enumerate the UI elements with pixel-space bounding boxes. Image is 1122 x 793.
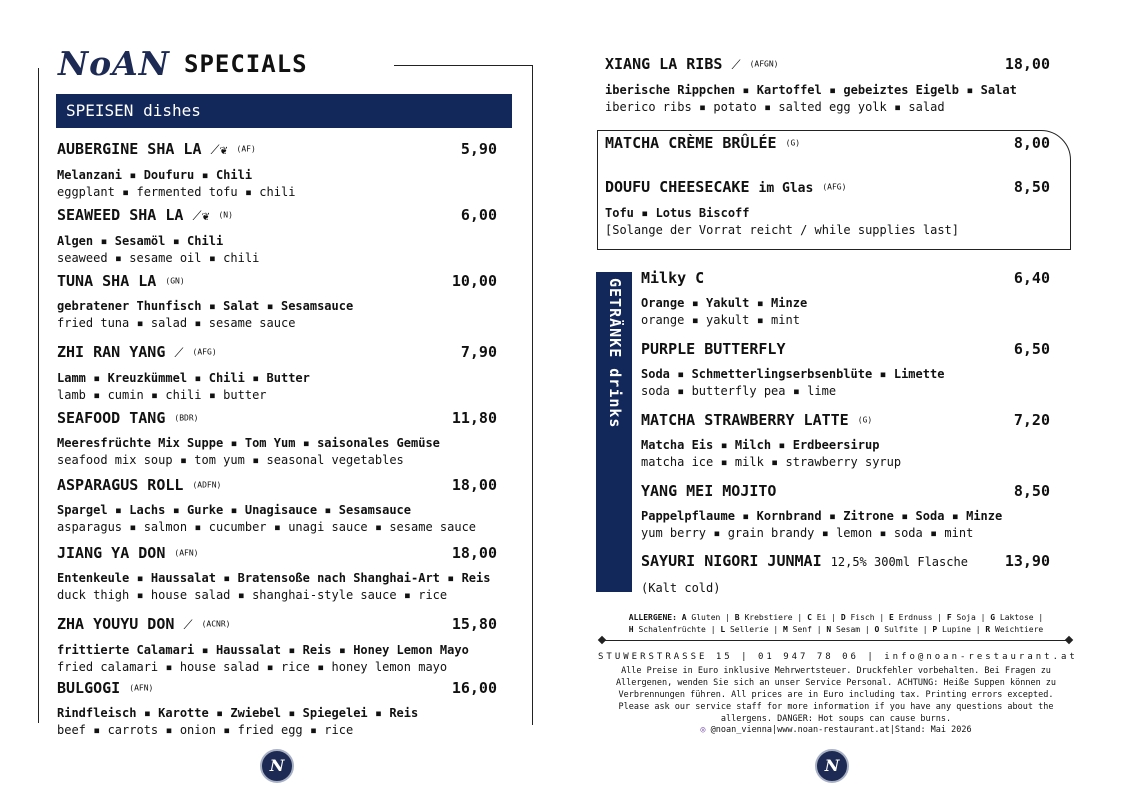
allergen-value: Lupine — [942, 625, 971, 634]
dessert-suffix: im Glas — [758, 181, 814, 196]
dish-name-row — [57, 271, 497, 292]
drink-description-en: orange ▪ yakult ▪ mint — [641, 312, 800, 327]
allergen-value: Schalenfrüchte — [638, 625, 706, 634]
allergen-codes: (AFGN) — [749, 59, 779, 69]
drink-price: 6,40 — [1013, 269, 1050, 287]
drink-description-en: matcha ice ▪ milk ▪ strawberry syrup — [641, 454, 902, 469]
allergen-value: Ei — [816, 613, 827, 622]
dish-name-row — [57, 408, 497, 429]
dish-price: 18,00 — [451, 476, 497, 494]
emblem-logo: N — [260, 749, 294, 783]
allergen-key: P — [932, 625, 938, 634]
dish-name-row — [57, 543, 497, 564]
allergen-value: Senf — [792, 625, 812, 634]
drink-description-en: yum berry ▪ grain brandy ▪ lemon ▪ soda ▪ mint — [641, 525, 974, 540]
frame-divider — [394, 65, 532, 66]
divider-diamond-icon — [1065, 636, 1073, 644]
dish-price: 15,80 — [451, 615, 497, 633]
dish-description-en: duck thigh ▪ house salad ▪ shanghai-style sauce ▪ rice — [57, 587, 448, 602]
dish-description-en: lamb ▪ cumin ▪ chili ▪ butter — [57, 388, 267, 402]
allergen-value: Erdnuss — [898, 613, 933, 622]
drink-name: YANG MEI MOJITO — [641, 482, 777, 500]
drink-description-de: Soda ▪ Schmetterlingserbsenblüte ▪ Limette — [641, 366, 945, 381]
allergen-codes: (AF) — [236, 144, 256, 154]
allergen-line: H Schalenfrüchte | L Sellerie | M Senf | N Sesam | O Sulfite | P Lupine | R Weichtiere — [628, 625, 1044, 634]
dessert-price: 8,00 — [1013, 134, 1050, 152]
dish-name: TUNA SHA LA — [57, 272, 157, 290]
dish-item — [57, 342, 497, 404]
dish-description-de: frittierte Calamari ▪ Haussalat ▪ Reis ▪ Honey Lemon Mayo — [57, 643, 469, 657]
dish-description-en: fried tuna ▪ salad ▪ sesame sauce — [57, 315, 296, 330]
allergen-codes: (AFN) — [129, 683, 154, 693]
allergen-key: B — [734, 613, 740, 622]
dish-item — [57, 205, 497, 267]
dish-name-row — [57, 205, 497, 227]
drink-name: SAYURI NIGORI JUNMAI — [641, 552, 822, 570]
dish-name: ZHA YOUYU DON — [57, 615, 175, 633]
dish-name: ZHI RAN YANG — [57, 343, 166, 361]
dessert-note: [Solange der Vorrat reicht / while supplies last] — [605, 223, 960, 237]
dish-name-row — [57, 614, 497, 636]
food-section-header: SPEISEN dishes — [56, 94, 512, 128]
dessert-item — [605, 177, 1050, 239]
footer-notes: Alle Preise in Euro inklusive Mehrwertsteuer. Druckfehler vorbehalten. Bei Fragen zu Allergenen, wenden Sie sich an unser Service Personal. ACHTUNG: Heiße Suppen können zu Verbrennungen führen. All prices are in Euro including tax. Printing errors excepted. Please ask our service staff for more information if you have any questions about the allergens. DANGER: Hot soups can cause burns. — [615, 666, 1057, 724]
drinks-section-header — [596, 272, 632, 592]
dish-price: 7,90 — [460, 343, 497, 361]
dish-description-de: Lamm ▪ Kreuzkümmel ▪ Chili ▪ Butter — [57, 371, 310, 385]
allergen-value: Gluten — [691, 613, 721, 622]
dish-price: 16,00 — [451, 679, 497, 697]
drink-price: 8,50 — [1013, 482, 1050, 500]
footer-social-text: @noan_vienna|www.noan-restaurant.at|Stand: Mai 2026 — [710, 725, 972, 735]
allergen-label: ALLERGENE: — [628, 613, 677, 622]
leaf-icon: ❦ — [219, 143, 228, 158]
dish-name-row — [57, 475, 497, 496]
drink-name: MATCHA STRAWBERRY LATTE — [641, 411, 849, 429]
footer-social — [598, 724, 1074, 736]
dish-price: 11,80 — [451, 409, 497, 427]
allergen-value: Sulfite — [884, 625, 918, 634]
chili-icon: ⟋ — [183, 618, 193, 633]
chili-icon: ⟋ — [210, 143, 220, 158]
dish-description-en: iberico ribs ▪ potato ▪ salted egg yolk ▪ salad — [605, 100, 945, 114]
allergen-value: Soja — [956, 613, 976, 622]
noan-logo: NoAN — [58, 44, 170, 83]
drink-note: (Kalt cold) — [641, 581, 721, 595]
chili-icon: ⟋ — [174, 346, 184, 361]
drink-item — [641, 481, 1050, 542]
dish-price: 18,00 — [1004, 55, 1050, 73]
dish-item — [605, 54, 1050, 116]
allergen-key: H — [628, 625, 634, 634]
drink-description-en: soda ▪ butterfly pea ▪ lime — [641, 383, 837, 398]
footer-divider — [602, 640, 1070, 641]
allergen-codes: (GN) — [165, 276, 185, 286]
allergen-codes: (G) — [857, 415, 873, 425]
dessert-name: MATCHA CRÈME BRÛLÉE — [605, 134, 777, 152]
dish-name: SEAFOOD TANG — [57, 409, 166, 427]
dish-description-en: seaweed ▪ sesame oil ▪ chili — [57, 251, 260, 265]
dessert-name: DOUFU CHEESECAKE — [605, 178, 750, 196]
allergen-key: N — [826, 625, 832, 634]
dish-item — [57, 271, 497, 332]
dish-item — [57, 678, 497, 739]
allergen-value: Laktose — [999, 613, 1034, 622]
allergen-key: O — [874, 625, 880, 634]
drink-detail: 12,5% 300ml Flasche — [830, 555, 968, 569]
instagram-icon: ◎ — [700, 725, 706, 735]
allergen-codes: (AFG) — [822, 182, 847, 192]
dessert-item — [605, 133, 1050, 154]
allergen-key: D — [840, 613, 846, 622]
divider-diamond-icon — [598, 636, 606, 644]
dish-price: 18,00 — [451, 544, 497, 562]
dish-item — [57, 408, 497, 469]
drink-description-de: Pappelpflaume ▪ Kornbrand ▪ Zitrone ▪ Soda ▪ Minze — [641, 508, 1003, 523]
chili-icon: ⟋ — [192, 209, 202, 224]
allergen-key: E — [889, 613, 894, 622]
dish-price: 6,00 — [460, 206, 497, 224]
dish-name-row — [57, 139, 497, 161]
drink-price: 7,20 — [1013, 411, 1050, 429]
dish-description-en: eggplant ▪ fermented tofu ▪ chili — [57, 185, 296, 199]
dish-description-de: Entenkeule ▪ Haussalat ▪ Bratensoße nach Shanghai-Art ▪ Reis — [57, 570, 491, 585]
dish-description-de: Melanzani ▪ Doufuru ▪ Chili — [57, 168, 253, 182]
drink-item — [641, 339, 1050, 400]
leaf-icon: ❦ — [201, 209, 210, 224]
dish-name-row — [57, 678, 497, 699]
dish-description-de: Meeresfrüchte Mix Suppe ▪ Tom Yum ▪ saisonales Gemüse — [57, 435, 440, 450]
footer-address: STUWERSTRASSE 15 | 01 947 78 06 | info@noan-restaurant.at — [598, 652, 1078, 662]
allergen-key: C — [807, 613, 812, 622]
allergen-codes: (BDR) — [174, 413, 199, 423]
frame-divider — [532, 65, 533, 725]
allergen-key: R — [985, 625, 991, 634]
dish-item — [57, 475, 497, 536]
chili-icon: ⟋ — [731, 58, 741, 73]
drink-description-de: Orange ▪ Yakult ▪ Minze — [641, 295, 808, 310]
dessert-description-de: Tofu ▪ Lotus Biscoff — [605, 206, 750, 220]
dish-name: ASPARAGUS ROLL — [57, 476, 184, 494]
drink-price: 6,50 — [1013, 340, 1050, 358]
dish-price: 5,90 — [460, 140, 497, 158]
allergen-value: Fisch — [850, 613, 875, 622]
dish-name: JIANG YA DON — [57, 544, 166, 562]
dish-description-de: iberische Rippchen ▪ Kartoffel ▪ gebeiztes Eigelb ▪ Salat — [605, 83, 1017, 97]
drink-item — [641, 410, 1050, 471]
frame-divider — [38, 68, 39, 723]
allergen-line: ALLERGENE: A Gluten | B Krebstiere | C Ei | D Fisch | E Erdnuss | F Soja | G Laktose | — [628, 613, 1044, 622]
drink-name: Milky C — [641, 269, 705, 287]
allergen-legend — [598, 612, 1074, 636]
emblem-logo: N — [815, 749, 849, 783]
dish-name: BULGOGI — [57, 679, 121, 697]
dish-name-row — [57, 342, 497, 364]
page-title: SPECIALS — [184, 50, 308, 78]
allergen-codes: (AFN) — [174, 548, 199, 558]
allergen-codes: (ACNR) — [201, 619, 231, 629]
allergen-key: A — [681, 613, 687, 622]
dish-description-en: asparagus ▪ salmon ▪ cucumber ▪ unagi sauce ▪ sesame sauce — [57, 519, 477, 534]
allergen-codes: (ADFN) — [192, 480, 222, 490]
dish-description-de: Spargel ▪ Lachs ▪ Gurke ▪ Unagisauce ▪ Sesamsauce — [57, 502, 412, 517]
dish-description-en: seafood mix soup ▪ tom yum ▪ seasonal vegetables — [57, 452, 404, 467]
allergen-codes: (AFG) — [192, 347, 217, 357]
dish-item — [57, 139, 497, 201]
dish-description-en: beef ▪ carrots ▪ onion ▪ fried egg ▪ rice — [57, 722, 354, 737]
drink-name: PURPLE BUTTERFLY — [641, 340, 786, 358]
drink-item — [641, 551, 1050, 597]
dish-description-de: gebratener Thunfisch ▪ Salat ▪ Sesamsauce — [57, 298, 354, 313]
dish-name: XIANG LA RIBS — [605, 55, 723, 73]
dish-item — [57, 614, 497, 676]
dish-price: 10,00 — [451, 272, 497, 290]
dish-item — [57, 543, 497, 604]
drink-description-de: Matcha Eis ▪ Milch ▪ Erdbeersirup — [641, 437, 880, 452]
allergen-value: Weichtiere — [995, 625, 1044, 634]
allergen-codes: (N) — [218, 210, 233, 220]
allergen-key: F — [946, 613, 952, 622]
allergen-key: G — [990, 613, 996, 622]
drinks-section-label: GETRÄNKE drinks — [606, 278, 624, 429]
dish-description-de: Algen ▪ Sesamöl ▪ Chili — [57, 234, 224, 248]
drink-item — [641, 268, 1050, 329]
allergen-value: Sesam — [836, 625, 861, 634]
dish-name-row — [605, 54, 1050, 76]
allergen-value: Krebstiere — [744, 613, 793, 622]
allergen-value: Sellerie — [729, 625, 769, 634]
dish-name: SEAWEED SHA LA — [57, 206, 184, 224]
allergen-key: L — [720, 625, 726, 634]
drink-price: 13,90 — [1004, 552, 1050, 570]
dish-name: AUBERGINE SHA LA — [57, 140, 202, 158]
dish-description-en: fried calamari ▪ house salad ▪ rice ▪ honey lemon mayo — [57, 660, 448, 674]
dish-description-de: Rindfleisch ▪ Karotte ▪ Zwiebel ▪ Spiegelei ▪ Reis — [57, 705, 419, 720]
dessert-price: 8,50 — [1013, 178, 1050, 196]
allergen-codes: (G) — [785, 138, 801, 148]
allergen-key: M — [782, 625, 788, 634]
